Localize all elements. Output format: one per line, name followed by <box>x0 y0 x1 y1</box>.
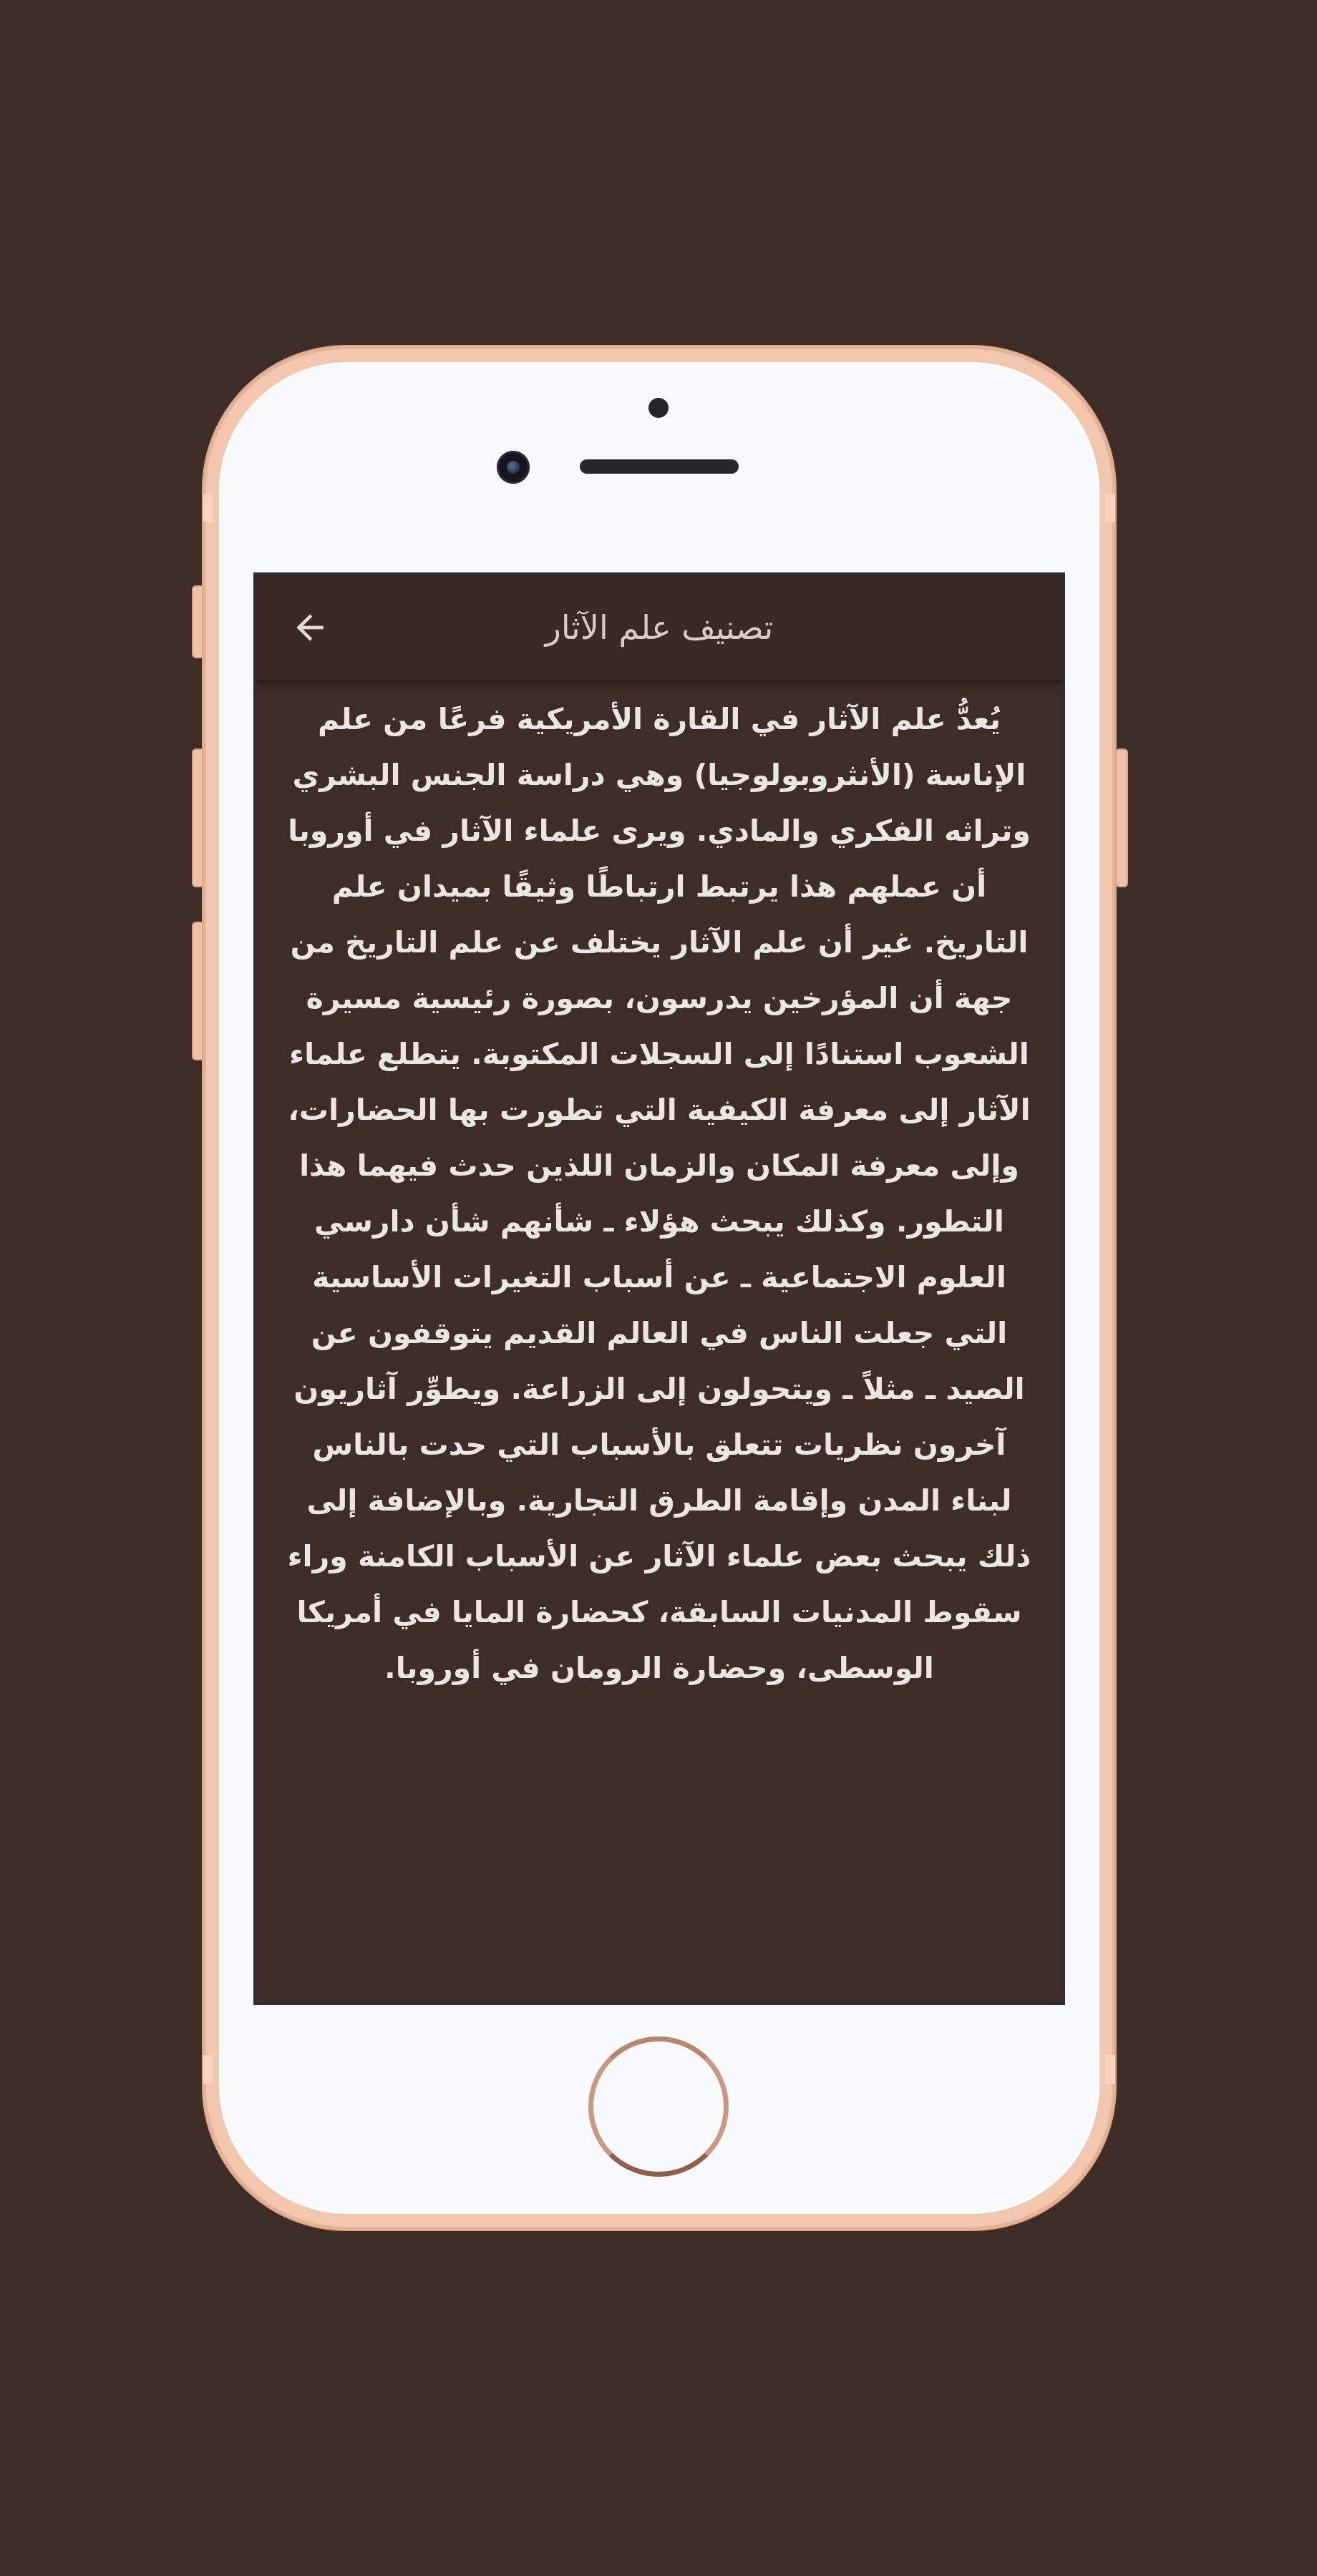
antenna-line <box>1105 494 1115 522</box>
earpiece-speaker <box>580 459 739 474</box>
proximity-sensor <box>648 398 669 418</box>
back-button[interactable] <box>285 602 335 653</box>
antenna-line <box>1105 2055 1115 2084</box>
front-camera <box>497 451 530 484</box>
antenna-line <box>203 2055 213 2084</box>
app-screen <box>253 572 1065 2005</box>
home-button[interactable] <box>588 2036 729 2177</box>
page-title: تصنيف علم الآثار <box>545 608 774 647</box>
power-button[interactable] <box>1115 748 1128 887</box>
app-bar <box>256 575 1062 680</box>
article-body: يُعدُّ علم الآثار في القارة الأمريكية فرعًا من علم الإناسة (الأنثروبولوجيا) وهي دراسة الجنس البشري وتراثه الفكري والمادي. ويرى علماء الآثار في أوروبا أن عملهم هذا يرتبط ارتباطًا وثيقًا بميدان علم التاريخ. غير أن علم الآثار يختلف عن علم التاريخ من جهة أن المؤرخين يدرسون، بصورة رئيسية مسيرة الشعوب استنادًا إلى السجلات المكتوبة. يتطلع علماء الآثار إلى معرفة الكيفية التي تطورت بها الحضارات، وإلى معرفة المكان والزمان اللذين حدث فيهما هذا التطور. وكذلك يبحث هؤلاء ـ شأنهم شأن دارسي العلوم الاجتماعية ـ عن أسباب التغيرات الأساسية التي جعلت الناس في العالم القديم يتوقفون عن الصيد ـ مثلاً ـ ويتحولون إلى الزراعة. ويطوِّر آثاريون آخرون نظريات تتعلق بالأسباب التي حدت بالناس لبناء المدن وإقامة الطرق التجارية. وبالإضافة إلى ذلك يبحث بعض علماء الآثار عن الأسباب الكامنة وراء سقوط المدنيات السابقة، كحضارة المايا في أمريكا الوسطى، وحضارة الرومان في أوروبا. <box>287 702 1031 1685</box>
antenna-line <box>203 494 213 522</box>
arrow-left-icon <box>290 608 330 648</box>
